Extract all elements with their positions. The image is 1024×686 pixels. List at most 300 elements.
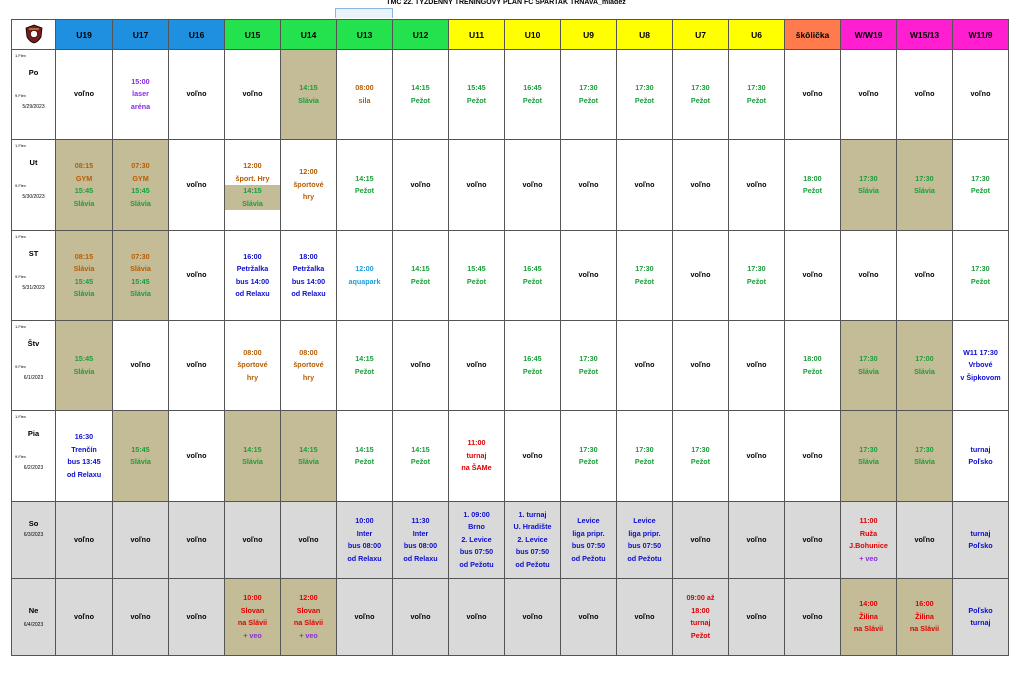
cell[interactable] — [673, 579, 729, 656]
cell-line: 17:30 — [747, 83, 766, 92]
row-friday — [12, 411, 1009, 502]
cell[interactable] — [225, 411, 281, 502]
cell-line: Pežot — [410, 276, 431, 286]
club-logo-icon — [25, 24, 43, 44]
cell[interactable]: voľno — [169, 321, 225, 411]
cell[interactable]: voľno — [897, 502, 953, 579]
cell-line: 15:45 — [467, 83, 486, 92]
day-name: So — [28, 519, 39, 528]
cell-line: bus 08:00 — [347, 541, 382, 550]
cell[interactable]: voľno — [953, 50, 1009, 140]
cell[interactable] — [337, 321, 393, 411]
cell-line: Pežot — [410, 457, 431, 466]
col-header-w11-9: W11/9 — [953, 20, 1009, 50]
cell[interactable] — [897, 579, 953, 656]
cell[interactable] — [561, 411, 617, 502]
col-header-u12: U12 — [393, 20, 449, 50]
col-header-skolicka: škôlička — [785, 20, 841, 50]
cell-line: Slávia — [73, 366, 95, 376]
day-flex-top: 1.Flex — [15, 324, 26, 329]
day-date: 6/4/2023 — [23, 622, 44, 628]
cell-line: Pežot — [802, 186, 823, 195]
row-thursday — [12, 321, 1009, 411]
cell-line: 15:45 — [74, 186, 94, 195]
cell[interactable]: voľno — [393, 579, 449, 656]
cell-line: aréna — [130, 101, 151, 111]
col-header-u7: U7 — [673, 20, 729, 50]
cell-line: 14:15 — [355, 444, 374, 454]
cell-line: Vrbové — [968, 360, 993, 370]
cell[interactable] — [617, 502, 673, 579]
day-date: 6/2/2023 — [23, 465, 44, 471]
cell[interactable] — [281, 579, 337, 656]
col-header-u11: U11 — [449, 20, 505, 50]
cell-line: 14:00 — [859, 599, 878, 609]
cell[interactable]: voľno — [673, 321, 729, 411]
cell-line: 15:45 — [74, 276, 94, 286]
day-date: 5/31/2023 — [22, 285, 45, 291]
cell-line: liga pripr. — [628, 528, 661, 538]
cell-line: 12:00 — [243, 161, 262, 170]
cell[interactable] — [281, 321, 337, 411]
day-flex-top: 1.Flex — [15, 143, 26, 148]
cell[interactable] — [953, 502, 1009, 579]
day-name: Štv — [27, 339, 40, 348]
cell[interactable]: voľno — [561, 140, 617, 231]
col-header-u16: U16 — [169, 20, 225, 50]
cell[interactable] — [953, 411, 1009, 502]
cell-line: 17:30 — [747, 264, 766, 273]
cell[interactable]: voľno — [785, 502, 841, 579]
cell[interactable] — [56, 321, 113, 411]
cell[interactable]: voľno — [169, 231, 225, 321]
cell-line: športové — [293, 360, 324, 370]
cell[interactable] — [897, 321, 953, 411]
cell[interactable]: voľno — [449, 140, 505, 231]
cell[interactable]: voľno — [617, 140, 673, 231]
cell-line: 12:00 — [299, 167, 318, 177]
cell[interactable] — [673, 50, 729, 140]
cell-line: na Slávii — [853, 624, 884, 634]
cell[interactable]: voľno — [729, 502, 785, 579]
cell[interactable] — [953, 231, 1009, 321]
cell-line: turnaj — [970, 528, 991, 538]
cell-line: Pežot — [578, 95, 599, 105]
cell[interactable]: voľno — [897, 231, 953, 321]
cell-line: od Pežotu — [627, 553, 662, 563]
cell[interactable]: voľno — [169, 579, 225, 656]
cell[interactable]: voľno — [449, 321, 505, 411]
cell[interactable]: voľno — [505, 579, 561, 656]
cell[interactable]: voľno — [785, 411, 841, 502]
cell-line: Pežot — [410, 95, 431, 105]
cell[interactable] — [449, 50, 505, 140]
cell-line: 16:45 — [523, 354, 542, 363]
col-header-u17: U17 — [113, 20, 169, 50]
cell-line: 15:00 — [131, 76, 150, 86]
cell[interactable] — [225, 140, 281, 231]
cell-line: na Slávii — [293, 618, 324, 627]
cell-line: GYM — [132, 173, 149, 183]
day-cell-pia — [12, 411, 56, 502]
cell-line: + veo — [859, 553, 878, 563]
day-date: 6/3/2023 — [23, 532, 44, 538]
cell-line: 09:00 až — [686, 593, 715, 602]
cell-line: liga pripr. — [572, 528, 605, 538]
day-name: Ut — [29, 158, 38, 167]
cell[interactable]: voľno — [785, 231, 841, 321]
cell-line: Slávia — [914, 457, 935, 466]
cell[interactable] — [505, 50, 561, 140]
cell-line: aquapark — [348, 276, 381, 286]
cell-line: Slávia — [914, 366, 935, 376]
cell[interactable] — [281, 140, 337, 231]
cell-line: sila — [358, 95, 371, 105]
cell[interactable]: voľno — [225, 502, 281, 579]
cell-line: 15:45 — [131, 444, 150, 454]
cell-line: Pežot — [970, 276, 991, 286]
cell[interactable]: voľno — [785, 50, 841, 140]
cell-line: bus 07:50 — [571, 541, 606, 550]
cell-line: Slávia — [298, 457, 319, 466]
cell[interactable]: voľno — [169, 411, 225, 502]
cell[interactable] — [841, 411, 897, 502]
cell[interactable]: voľno — [841, 50, 897, 140]
cell[interactable] — [841, 140, 897, 231]
col-header-u19: U19 — [56, 20, 113, 50]
cell[interactable]: voľno — [841, 231, 897, 321]
cell[interactable]: voľno — [449, 579, 505, 656]
cell-selection-marker[interactable] — [335, 8, 393, 18]
cell[interactable]: voľno — [729, 411, 785, 502]
cell[interactable]: voľno — [561, 579, 617, 656]
cell[interactable] — [337, 50, 393, 140]
cell[interactable] — [113, 411, 169, 502]
cell[interactable]: voľno — [56, 579, 113, 656]
cell-line: Žilina — [915, 611, 934, 621]
cell-line: 15:45 — [131, 186, 150, 195]
cell-line: bus 07:50 — [627, 541, 662, 550]
cell[interactable] — [56, 140, 113, 231]
cell-line: + veo — [299, 630, 318, 640]
day-flex-mid: 9.Flex — [15, 454, 26, 459]
cell[interactable] — [113, 140, 169, 231]
cell[interactable] — [785, 140, 841, 231]
cell-line: GYM — [75, 173, 93, 183]
col-header-u10: U10 — [505, 20, 561, 50]
day-flex-mid: 9.Flex — [15, 274, 26, 279]
cell-line: 1. turnaj — [518, 509, 547, 519]
cell-line: turnaj — [690, 618, 711, 627]
day-date: 5/30/2023 — [22, 194, 45, 200]
cell-line: od Relaxu — [403, 553, 438, 563]
cell-line: Slávia — [858, 366, 879, 376]
cell-line: 16:00 — [243, 251, 262, 261]
cell-line: Slávia — [73, 264, 95, 273]
cell-line: 1. 09:00 — [463, 509, 490, 519]
cell[interactable] — [729, 231, 785, 321]
day-date: 6/1/2023 — [23, 375, 44, 381]
cell-line: Pežot — [522, 366, 543, 376]
cell-line: Poľsko — [968, 541, 993, 550]
cell[interactable] — [337, 140, 393, 231]
cell-line: Pežot — [634, 276, 655, 286]
cell[interactable] — [393, 502, 449, 579]
cell[interactable]: voľno — [673, 502, 729, 579]
cell-line: Slávia — [242, 457, 263, 466]
cell-line: 17:30 — [859, 444, 878, 454]
cell-line: 17:30 — [915, 444, 934, 454]
cell-line: od Relaxu — [291, 289, 326, 298]
cell-line: bus 08:00 — [403, 541, 438, 550]
cell[interactable] — [337, 231, 393, 321]
cell-line: 16:30 — [74, 432, 94, 441]
cell[interactable] — [449, 231, 505, 321]
cell[interactable] — [841, 502, 897, 579]
cell-line: 14:15 — [243, 444, 262, 454]
cell-line: 17:30 — [579, 444, 598, 454]
cell-line: 15:45 — [131, 276, 150, 286]
cell[interactable]: voľno — [617, 579, 673, 656]
cell[interactable]: voľno — [897, 50, 953, 140]
cell[interactable]: voľno — [561, 231, 617, 321]
cell[interactable] — [393, 411, 449, 502]
cell-line: 17:30 — [859, 173, 878, 183]
col-header-u9: U9 — [561, 20, 617, 50]
cell[interactable] — [225, 321, 281, 411]
cell-line: 08:00 — [355, 83, 374, 92]
row-monday — [12, 50, 1009, 140]
cell[interactable] — [841, 321, 897, 411]
day-name: Ne — [28, 606, 39, 615]
cell-line: 17:30 — [971, 264, 990, 273]
cell-line: Slávia — [130, 264, 151, 273]
cell[interactable] — [225, 231, 281, 321]
cell[interactable] — [505, 231, 561, 321]
day-flex-mid: 9.Flex — [15, 183, 26, 188]
cell-line: 17:30 — [635, 264, 654, 273]
col-header-u13: U13 — [337, 20, 393, 50]
cell[interactable] — [953, 579, 1009, 656]
cell[interactable] — [56, 231, 113, 321]
cell-line: Slávia — [130, 289, 151, 298]
cell[interactable] — [113, 231, 169, 321]
cell[interactable] — [225, 579, 281, 656]
day-flex-top: 1.Flex — [15, 234, 26, 239]
cell[interactable] — [281, 411, 337, 502]
cell-line: 14:15 — [355, 354, 374, 363]
cell-line: Slávia — [73, 289, 95, 298]
cell-line: turnaj — [970, 444, 991, 454]
cell[interactable] — [561, 502, 617, 579]
cell-line: Petržalka — [236, 264, 269, 273]
cell[interactable] — [617, 231, 673, 321]
cell[interactable] — [281, 50, 337, 140]
cell-line: W11 17:30 — [963, 347, 998, 357]
cell-line: Slovan — [240, 605, 265, 615]
cell[interactable] — [337, 502, 393, 579]
cell-line: od Pežotu — [515, 559, 550, 569]
cell-line: 17:30 — [691, 444, 710, 454]
cell-line: v Šipkovom — [960, 372, 1001, 382]
cell-line: 2. Levice — [517, 534, 548, 544]
cell-line: Slávia — [298, 95, 319, 105]
cell[interactable]: voľno — [113, 579, 169, 656]
cell-line: 18:00 — [803, 173, 822, 183]
cell[interactable] — [281, 231, 337, 321]
cell-line: Slávia — [130, 457, 151, 466]
cell[interactable] — [953, 140, 1009, 231]
cell[interactable] — [449, 411, 505, 502]
cell[interactable]: voľno — [281, 502, 337, 579]
cell[interactable] — [113, 50, 169, 140]
cell-line: 16:00 — [915, 599, 934, 609]
cell[interactable] — [953, 321, 1009, 411]
cell-line: Slávia — [73, 198, 95, 208]
cell[interactable]: voľno — [729, 321, 785, 411]
cell[interactable]: voľno — [393, 140, 449, 231]
training-schedule-table — [11, 19, 1009, 656]
cell[interactable]: voľno — [393, 321, 449, 411]
cell[interactable] — [897, 140, 953, 231]
cell-line: Slávia — [242, 198, 263, 208]
cell[interactable]: voľno — [113, 502, 169, 579]
day-cell-po — [12, 50, 56, 140]
cell[interactable] — [56, 411, 113, 502]
cell-line: hry — [302, 372, 315, 382]
cell[interactable] — [673, 411, 729, 502]
day-name: Po — [28, 68, 39, 77]
cell-line: Levice — [633, 516, 656, 525]
cell-line: Pežot — [634, 95, 655, 105]
cell[interactable]: voľno — [169, 502, 225, 579]
cell[interactable] — [561, 50, 617, 140]
cell[interactable]: voľno — [729, 579, 785, 656]
cell-line: Pežot — [466, 95, 487, 105]
cell-line: 17:30 — [915, 173, 934, 183]
cell[interactable] — [505, 502, 561, 579]
cell[interactable] — [729, 50, 785, 140]
cell-line: bus 07:50 — [515, 547, 550, 557]
cell[interactable] — [617, 411, 673, 502]
cell-line: 14:15 — [299, 444, 318, 454]
day-flex-mid: 9.Flex — [15, 93, 26, 98]
cell[interactable] — [617, 50, 673, 140]
cell[interactable]: voľno — [56, 50, 113, 140]
cell[interactable]: voľno — [113, 321, 169, 411]
cell[interactable] — [393, 231, 449, 321]
cell-line: 14:15 — [243, 186, 262, 195]
cell-line: Pežot — [690, 95, 711, 105]
cell-line: J.Bohunice — [849, 541, 888, 550]
cell-line: Pežot — [578, 366, 599, 376]
cell-line: športové — [237, 360, 268, 370]
cell-line: 12:00 — [299, 593, 318, 602]
cell-line: Pežot — [802, 366, 823, 376]
cell-line: Pežot — [746, 276, 767, 286]
cell[interactable]: voľno — [673, 231, 729, 321]
col-header-u14: U14 — [281, 20, 337, 50]
row-tuesday — [12, 140, 1009, 231]
cell-line: hry — [302, 192, 315, 202]
cell-line: 18:00 — [299, 251, 318, 261]
cell-line: 10:00 — [243, 593, 262, 602]
cell-line: 08:15 — [74, 251, 94, 261]
cell[interactable] — [337, 411, 393, 502]
cell-line: Poľsko — [968, 605, 993, 615]
cell-line: bus 14:00 — [291, 276, 326, 286]
cell-line: 08:00 — [243, 347, 262, 357]
cell-line: laser — [132, 89, 149, 99]
cell-line: 17:30 — [859, 354, 878, 363]
cell-line: Pežot — [354, 186, 375, 195]
cell[interactable]: voľno — [729, 140, 785, 231]
cell-line: Petržalka — [292, 264, 325, 273]
cell[interactable]: voľno — [169, 50, 225, 140]
cell-line: 17:30 — [635, 83, 654, 92]
cell[interactable] — [897, 411, 953, 502]
cell[interactable]: voľno — [337, 579, 393, 656]
cell-line: 08:00 — [299, 347, 318, 357]
cell[interactable]: voľno — [505, 140, 561, 231]
cell[interactable] — [505, 321, 561, 411]
cell-line: Pežot — [690, 457, 711, 466]
cell-line: Slovan — [296, 605, 321, 615]
cell[interactable]: voľno — [56, 502, 113, 579]
cell[interactable] — [561, 321, 617, 411]
cell[interactable] — [785, 321, 841, 411]
cell-line: bus 14:00 — [235, 276, 270, 286]
cell[interactable]: voľno — [673, 140, 729, 231]
cell[interactable]: voľno — [617, 321, 673, 411]
day-flex-mid: 9.Flex — [15, 364, 26, 369]
cell[interactable] — [393, 50, 449, 140]
cell[interactable]: voľno — [785, 579, 841, 656]
col-header-u8: U8 — [617, 20, 673, 50]
cell-line: 17:30 — [579, 354, 598, 363]
cell-line: 14:15 — [299, 83, 318, 92]
cell-line: Pežot — [970, 186, 991, 195]
cell-line: športové — [293, 179, 324, 189]
cell[interactable] — [449, 502, 505, 579]
day-name: Pia — [27, 429, 40, 438]
cell[interactable] — [841, 579, 897, 656]
cell-line: Slávia — [858, 457, 879, 466]
cell-line: Pežot — [690, 630, 711, 640]
cell-line: od Relaxu — [66, 469, 102, 479]
cell-line: 14:15 — [411, 444, 430, 454]
cell[interactable]: voľno — [169, 140, 225, 231]
cell-line: 17:30 — [579, 83, 598, 92]
cell[interactable]: voľno — [505, 411, 561, 502]
cell-line: Pežot — [634, 457, 655, 466]
row-wednesday — [12, 231, 1009, 321]
cell-line: na ŠAMe — [461, 463, 492, 473]
cell-line: bus 07:50 — [459, 547, 494, 557]
cell-line: Pežot — [466, 276, 487, 286]
row-sunday — [12, 579, 1009, 656]
cell-line: Brno — [468, 522, 485, 532]
cell-line: Pežot — [354, 457, 375, 466]
cell-line: na Slávii — [237, 618, 268, 627]
cell-line: 16:45 — [523, 264, 542, 273]
cell-line: Ruža — [859, 528, 878, 538]
cell-line: Slávia — [130, 198, 151, 208]
col-header-u6: U6 — [729, 20, 785, 50]
cell[interactable]: voľno — [225, 50, 281, 140]
cell-line: Slávia — [858, 186, 879, 195]
cell-line: Inter — [356, 528, 373, 538]
